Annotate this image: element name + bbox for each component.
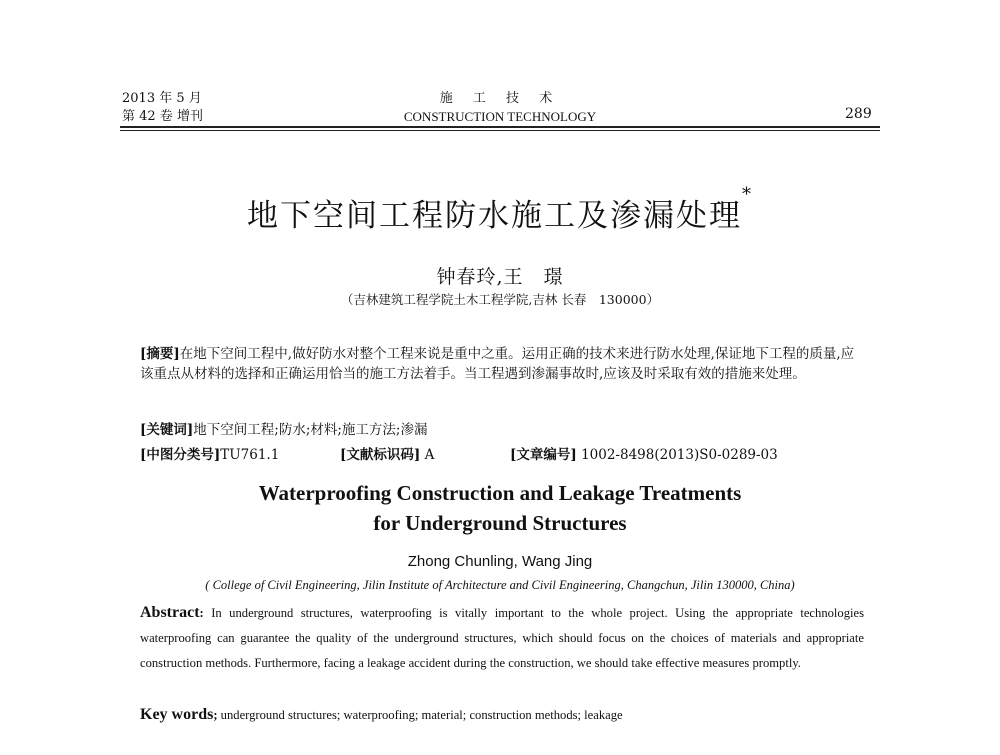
keywords-en-label: Key words <box>140 706 214 723</box>
affiliation-cn: （吉林建筑工程学院土木工程学院,吉林 长春 130000） <box>340 292 660 307</box>
header-rule-thin <box>120 130 880 131</box>
abstract-en-text: In underground structures, waterproofing is vitally important to the whole project. Using the appropriate technologies waterproofing can guarantee the quality of the underground structures, which should focus on the choices of materials and appropriate construction methods. Furthermore, facing a leakage accident during the construction, we should take effective measures promptly. <box>140 606 864 670</box>
abstract-en-label: Abstract <box>140 604 200 621</box>
journal-name-cn: 施 工 技 术 <box>439 91 561 106</box>
clc-code <box>140 443 279 463</box>
authors-en: Zhong Chunling, Wang Jing <box>407 553 593 570</box>
doc-code <box>340 443 434 463</box>
keywords-cn <box>140 420 864 440</box>
article-value: 1002-8498(2013)S0-0289-03 <box>581 447 778 463</box>
abstract-cn-label: [摘要] <box>140 346 180 362</box>
article-number <box>510 443 778 463</box>
authors-cn: 钟春玲,王 璟 <box>436 266 564 288</box>
keywords-en: Key words; underground structures; waterproofing; material; construction methods; leakage <box>140 706 623 723</box>
abstract-cn-text: 在地下空间工程中,做好防水对整个工程来说是重中之重。运用正确的技术来进行防水处理,保证地下工程的质量,应该重点从材料的选择和正确运用恰当的施工方法着手。当工程遇到渗漏事故时,应该及时采取有效的措施来处理。 <box>140 346 855 382</box>
issue-volume: 第 42 卷 增刊 <box>122 109 203 124</box>
keywords-cn-label: [关键词] <box>140 422 194 438</box>
page-number: 289 <box>845 106 872 122</box>
article-label: [文章编号] <box>510 447 577 463</box>
paper-title-en-line1: Waterproofing Construction and Leakage Treatments <box>258 481 742 505</box>
doc-value: A <box>424 447 435 463</box>
paper-title-en-line2: for Underground Structures <box>373 511 627 535</box>
journal-name-en: CONSTRUCTION TECHNOLOGY <box>403 109 597 124</box>
abstract-cn <box>140 344 864 384</box>
title-footnote-mark: * <box>742 184 753 205</box>
paper-title-en <box>0 478 1000 538</box>
clc-label: [中图分类号] <box>140 447 221 463</box>
affiliation-en: ( College of Civil Engineering, Jilin Institute of Architecture and Civil Engineering, Changchun, Jilin 130000, China) <box>205 578 795 592</box>
paper-title-cn-text: 地下空间工程防水施工及渗漏处理 <box>247 198 742 234</box>
doc-label: [文献标识码] <box>340 447 421 463</box>
abstract-en: Abstract: In underground structures, waterproofing is vitally important to the whole project. Using the appropriate technologies waterproofing can guarantee the quality of the underground structures, which should focus on the choices of materials and appropriate construction methods. Furthermore, facing a leakage accident during the construction, we should take effective measures promptly. <box>140 604 864 670</box>
clc-value: TU761.1 <box>220 447 280 463</box>
keywords-en-text: underground structures; waterproofing; material; construction methods; leakage <box>220 708 623 722</box>
keywords-cn-text: 地下空间工程;防水;材料;施工方法;渗漏 <box>193 422 428 438</box>
header-rule-thick <box>120 126 880 128</box>
issue-date: 2013 年 5 月 <box>122 91 202 106</box>
paper-title-cn <box>0 184 1000 235</box>
